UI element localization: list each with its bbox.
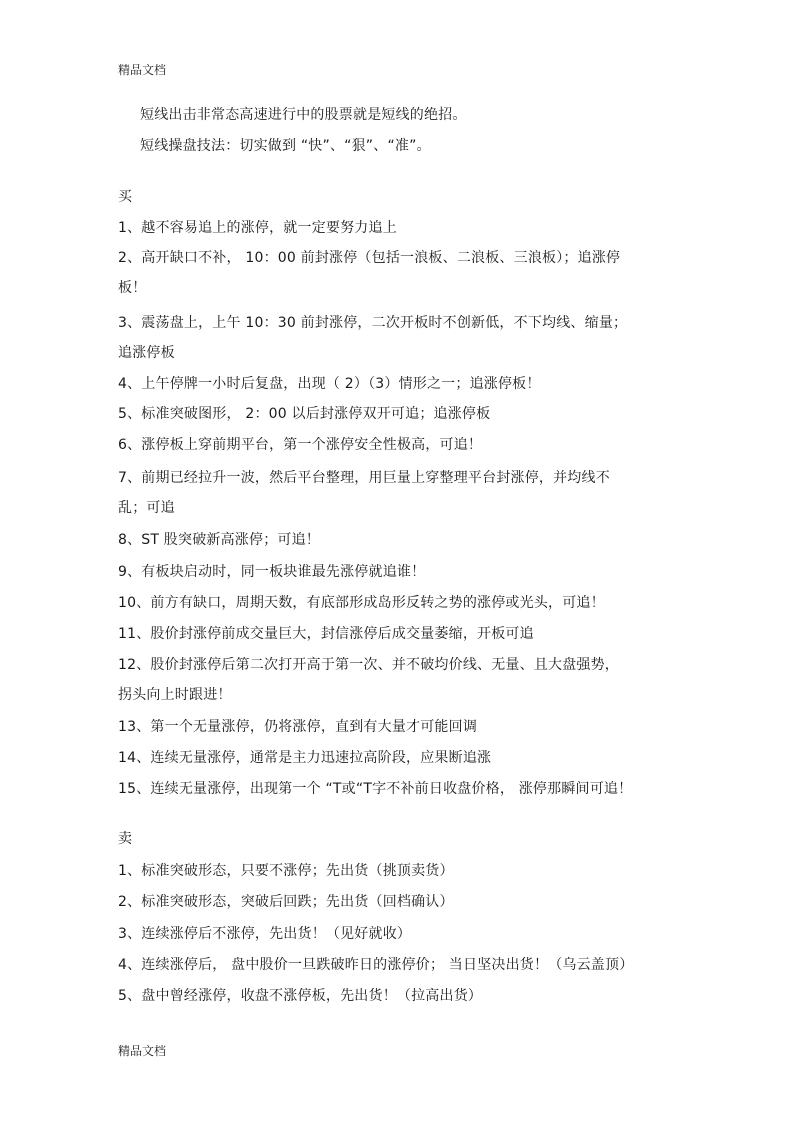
sell-line: 3、连续涨停后不涨停，先出货！（见好就收）: [118, 926, 412, 942]
buy-line: 6、涨停板上穿前期平台，第一个涨停安全性极高，可追！: [118, 437, 483, 453]
buy-line: 10、前方有缺口，周期天数，有底部形成岛形反转之势的涨停或光头，可追！: [118, 595, 605, 611]
intro-line: 短线操盘技法：切实做到 “快”、“狠”、“准”。: [140, 138, 431, 154]
buy-line: 11、股价封涨停前成交量巨大，封信涨停后成交量萎缩，开板可追: [118, 626, 534, 642]
sell-line: 5、盘中曾经涨停，收盘不涨停板，先出货！（拉高出货）: [118, 988, 483, 1004]
buy-line: 9、有板块启动时，同一板块谁最先涨停就追谁！: [118, 564, 426, 580]
buy-line: 14、连续无量涨停，通常是主力迅速拉高阶段，应果断追涨: [118, 750, 492, 766]
sell-line: 2、标准突破形态，突破后回跌；先出货（回档确认）: [118, 894, 454, 910]
buy-line: 拐头向上时跟进！: [118, 687, 232, 703]
page-header: 精品文档: [118, 63, 167, 77]
buy-line: 板！: [118, 280, 147, 296]
buy-line: 追涨停板: [118, 345, 175, 361]
buy-section-title: 买: [118, 189, 132, 205]
buy-line: 13、第一个无量涨停，仍将涨停，直到有大量才可能回调: [118, 719, 478, 735]
buy-line: 乱；可追: [118, 500, 175, 516]
sell-line: 1、标准突破形态，只要不涨停；先出货（挑顶卖货）: [118, 863, 454, 879]
page-footer: 精品文档: [118, 1044, 167, 1058]
intro-line: 短线出击非常态高速进行中的股票就是短线的绝招。: [140, 107, 467, 123]
buy-line: 15、连续无量涨停，出现第一个 “T或“T字不补前日收盘价格， 涨停那瞬间可追！: [118, 781, 633, 797]
buy-line: 1、越不容易追上的涨停，就一定要努力追上: [118, 220, 397, 236]
buy-line: 7、前期已经拉升一波，然后平台整理，用巨量上穿整理平台封涨停，并均线不: [118, 470, 610, 486]
sell-line: 4、连续涨停后， 盘中股价一旦跌破昨日的涨停价； 当日坚决出货！（乌云盖顶）: [118, 957, 634, 973]
buy-line: 2、高开缺口不补， 10：00 前封涨停（包括一浪板、二浪板、三浪板）；追涨停: [118, 250, 621, 266]
buy-line: 5、标准突破图形， 2：00 以后封涨停双开可追；追涨停板: [118, 406, 491, 422]
buy-line: 3、震荡盘上，上午 10：30 前封涨停，二次开板时不创新低，不下均线、缩量；: [118, 315, 628, 331]
sell-section-title: 卖: [118, 831, 132, 847]
buy-line: 12、股价封涨停后第二次打开高于第一次、并不破均价线、无量、且大盘强势，: [118, 657, 620, 673]
buy-line: 4、上午停牌一小时后复盘，出现（ 2）（3）情形之一；追涨停板！: [118, 376, 541, 392]
buy-line: 8、ST 股突破新高涨停；可追！: [118, 532, 320, 548]
